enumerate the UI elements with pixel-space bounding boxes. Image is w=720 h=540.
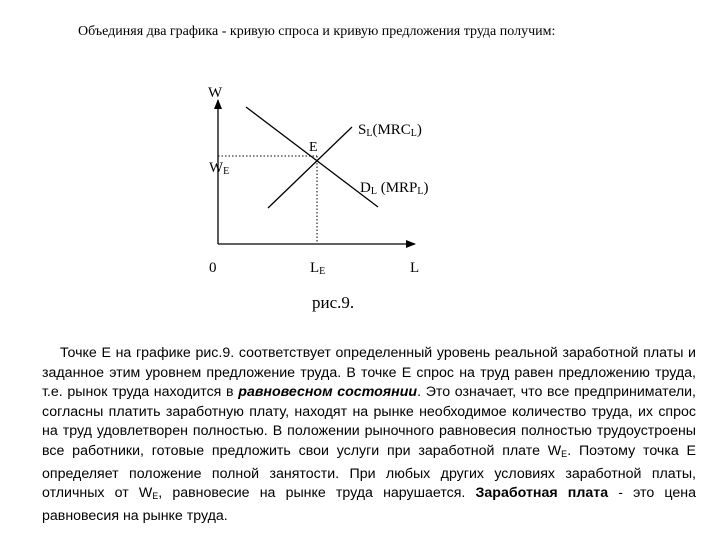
y-axis-label: W (208, 85, 223, 101)
wage-level-label: WE (209, 160, 230, 177)
paragraph-text-4: , равновесие на рынке труда нарушается. (158, 485, 476, 502)
heading: Объединяя два графика - кривую спроса и кривую предложения труда получим: (78, 24, 556, 39)
figure-caption: рис.9. (312, 293, 355, 312)
emphasis-equilibrium: равновесном состоянии (238, 384, 418, 401)
supply-curve-label: SL(MRCL) (358, 122, 422, 139)
subscript-e-2: E (152, 491, 159, 502)
x-axis-label: L (410, 260, 420, 276)
explanation-paragraph (42, 344, 696, 526)
origin-label: 0 (209, 260, 217, 276)
paragraph-text-3: . Поэтому точка E определяет положение полной занятости. При любых других условиях заработной платы, отличных от W (42, 442, 696, 502)
demand-curve-label: DL (MRPL) (360, 180, 429, 197)
equilibrium-label: E (309, 140, 318, 155)
subscript-e-1: E (561, 448, 568, 459)
paragraph-text-5: - это цена равновесия на рынке труда. (42, 485, 696, 524)
paragraph-text-1: Точке E на графике рис.9. соответствует определенный уровень реальной заработной платы и заданное этим уровнем предложение труда. В точке E спрос на труд равен предложению труда, т.е. рынок труда находится в (42, 345, 696, 401)
paragraph-text-2: . Это означает, что все предприниматели, согласны платить заработную плату, находят на рынке необходимое количество труда, их спрос на труд удовлетворен полностью. В положении рыночного равновесия полностью трудоустроены все работники, готовые предложить свои услуги при заработной плате W (42, 384, 697, 459)
labor-level-label: LE (310, 260, 326, 277)
term-wage: Заработная плата (475, 485, 609, 502)
